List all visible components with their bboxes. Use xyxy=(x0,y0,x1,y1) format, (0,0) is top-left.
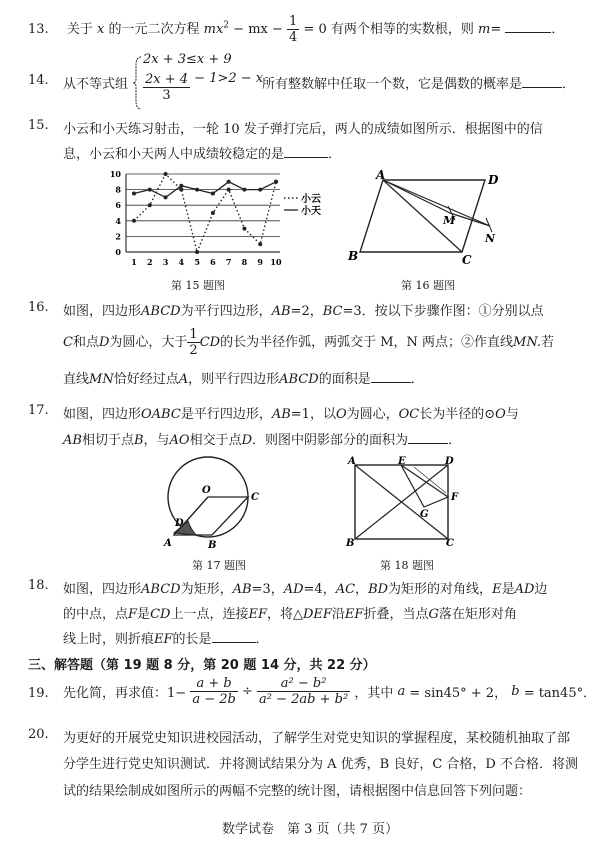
section3-heading: 三、解答题（第 19 题 8 分，第 20 题 14 分，共 22 分） xyxy=(28,658,376,673)
data-point xyxy=(211,192,215,196)
fig17-label-C: C xyxy=(251,492,259,503)
y-tick-label: 2 xyxy=(115,231,121,242)
x-tick-label: 6 xyxy=(210,257,216,267)
q14-inequality-2: $\frac{2x + 4}{3}$ − 1>2 − x xyxy=(145,71,264,103)
fig16-label-N: N xyxy=(485,232,496,245)
fig17-circle-figure xyxy=(160,455,270,555)
fig18-label-A: A xyxy=(348,456,356,467)
y-tick-label: 6 xyxy=(115,200,121,211)
q16-line3: 直线MN恰好经过点A，则平行四边形ABCD的面积是 ． xyxy=(63,372,424,387)
data-point xyxy=(274,180,278,184)
data-point xyxy=(211,211,215,215)
q20-line1: 为更好的开展党史知识进校园活动，了解学生对党史知识的掌握程度，某校随机抽取了部 xyxy=(63,731,571,746)
q14-number: 14. xyxy=(28,73,49,88)
fig18-label-C: C xyxy=(446,538,454,547)
data-point xyxy=(148,203,152,207)
data-point xyxy=(179,184,183,188)
fig16-label-B: B xyxy=(348,249,359,263)
q17-answer-blank xyxy=(408,431,448,444)
data-point xyxy=(258,188,262,192)
q19-number: 19. xyxy=(28,686,49,701)
q14-brace xyxy=(133,55,143,111)
q18-line2: 的中点，点F是CD上一点，连接EF，将△DEF沿EF折叠，当点G落在矩形对角 xyxy=(63,607,517,622)
fig17-caption: 第 17 题图 xyxy=(192,559,246,572)
x-tick-label: 10 xyxy=(270,257,282,267)
fig15-caption: 第 15 题图 xyxy=(171,279,225,292)
fig16-parallelogram-figure xyxy=(340,168,510,268)
q14-answer-blank xyxy=(522,75,562,88)
data-point xyxy=(179,188,183,192)
y-tick-label: 4 xyxy=(115,215,121,226)
data-point xyxy=(164,195,168,199)
fig16-label-A: A xyxy=(376,168,386,182)
x-tick-label: 5 xyxy=(194,257,200,267)
fig16-label-C: C xyxy=(462,253,472,267)
q20-line2: 分学生进行党史知识测试．并将测试结果分为 A 优秀，B 良好，C 合格，D 不合格．将测 xyxy=(63,757,578,772)
q14-prefix: 从不等式组 xyxy=(63,77,129,92)
x-tick-label: 4 xyxy=(178,257,185,267)
fig18-label-F: F xyxy=(451,492,459,503)
q17-line1: 如图，四边形OABC是平行四边形，AB=1，以O为圆心，OC长为半径的⊙O与 xyxy=(63,407,519,422)
q18-line3: 线上时，则折痕EF的长是 ． xyxy=(63,632,269,647)
q16-line2: C和点D为圆心，大于 $\frac{1}{2}$ CD的长为半径作弧，两弧交于 M，N 两点；②作直线MN.若 xyxy=(63,327,555,358)
data-point xyxy=(132,192,136,196)
fig16-caption: 第 16 题图 xyxy=(401,279,455,292)
data-point xyxy=(195,250,199,254)
q13-number: 13. xyxy=(28,22,49,37)
x-tick-label: 7 xyxy=(225,257,232,267)
fig17-label-B: B xyxy=(208,540,217,551)
q16-answer-blank xyxy=(371,370,411,383)
data-point xyxy=(164,172,168,176)
data-point xyxy=(258,242,262,246)
fig16-line-MN xyxy=(450,213,490,226)
q16-number: 16. xyxy=(28,300,49,315)
q15-line1: 小云和小天练习射击，一轮 10 发子弹打完后，两人的成绩如图所示．根据图中的信 xyxy=(63,122,543,137)
data-point xyxy=(242,188,246,192)
fig18-caption: 第 18 题图 xyxy=(380,559,434,572)
q14-inequality-1: 2x + 3≤x + 9 xyxy=(143,52,232,67)
fig17-label-O: O xyxy=(202,485,211,496)
data-point xyxy=(148,188,152,192)
y-tick-label: 10 xyxy=(109,169,121,179)
data-point xyxy=(227,180,231,184)
data-point xyxy=(242,227,246,231)
q13-line: 13. 关于 x 的一元二次方程 $mx^2$ − mx − $\frac{1}{4}$ = 0 有两个相等的实数根，则 m= ． xyxy=(28,14,565,45)
q17-line2: AB相切于点B，与AO相交于点D．则图中阴影部分的面积为 ． xyxy=(63,433,462,448)
q18-answer-blank xyxy=(212,630,256,643)
q18-number: 18. xyxy=(28,578,49,593)
q20-number: 20. xyxy=(28,727,49,742)
y-tick-label: 0 xyxy=(115,247,121,257)
q16-line1: 如图，四边形ABCD为平行四边形，AB=2，BC=3．按以下步骤作图：①分别以点 xyxy=(63,304,544,319)
fig16-line-AN xyxy=(383,180,490,226)
q18-line1: 如图，四边形ABCD为矩形，AB=3，AD=4，AC，BD为矩形的对角线，E是AD边 xyxy=(63,582,548,597)
q15-number: 15. xyxy=(28,118,49,133)
legend-label-xiaoyun: 小云 xyxy=(301,194,321,205)
fig17-label-A: A xyxy=(164,538,172,549)
fig18-label-E: E xyxy=(398,456,406,467)
fig18-label-B: B xyxy=(346,538,355,547)
q13-answer-blank xyxy=(505,20,551,33)
q15-answer-blank xyxy=(284,145,328,158)
x-tick-label: 9 xyxy=(257,257,264,267)
q20-line3: 试的结果绘制成如图所示的两幅不完整的统计图，请根据图中信息回答下列问题： xyxy=(63,784,532,799)
fig16-label-D: D xyxy=(488,173,499,187)
y-tick-label: 8 xyxy=(115,184,121,195)
fig18-label-D: D xyxy=(445,456,454,467)
page-footer: 数学试卷 第 3 页（共 7 页） xyxy=(222,822,399,837)
data-point xyxy=(195,188,199,192)
fig18-label-G: G xyxy=(420,509,429,520)
series-line-0 xyxy=(134,174,276,252)
fig16-label-M: M xyxy=(443,214,456,227)
x-tick-label: 2 xyxy=(146,257,153,267)
q15-line2: 息，小云和小天两人中成绩较稳定的是 ． xyxy=(63,147,342,162)
q13-fraction: $\frac{1}{4}$ xyxy=(289,14,298,45)
x-tick-label: 3 xyxy=(162,257,169,267)
data-point xyxy=(227,188,231,192)
q19-line: 先化简，再求值：1− $\frac{a + b}{a - 2b}$ ÷ $\frac{\text{a² − b²}}{\text{a² − 2ab + b²}}$ ，其中 a = sin45° + 2， b = tan45°． xyxy=(63,676,597,707)
fig17-label-D: D xyxy=(175,518,184,529)
q14-text: 所有整数解中任取一个数，它是偶数的概率是 ． xyxy=(262,77,576,92)
legend-label-xiaotian: 小天 xyxy=(301,206,321,217)
q17-number: 17. xyxy=(28,403,49,418)
fig15-line-chart xyxy=(100,168,340,272)
fig18-rectangle-figure xyxy=(340,455,470,547)
x-tick-label: 8 xyxy=(241,257,248,267)
x-tick-label: 1 xyxy=(131,257,137,267)
data-point xyxy=(132,219,136,223)
